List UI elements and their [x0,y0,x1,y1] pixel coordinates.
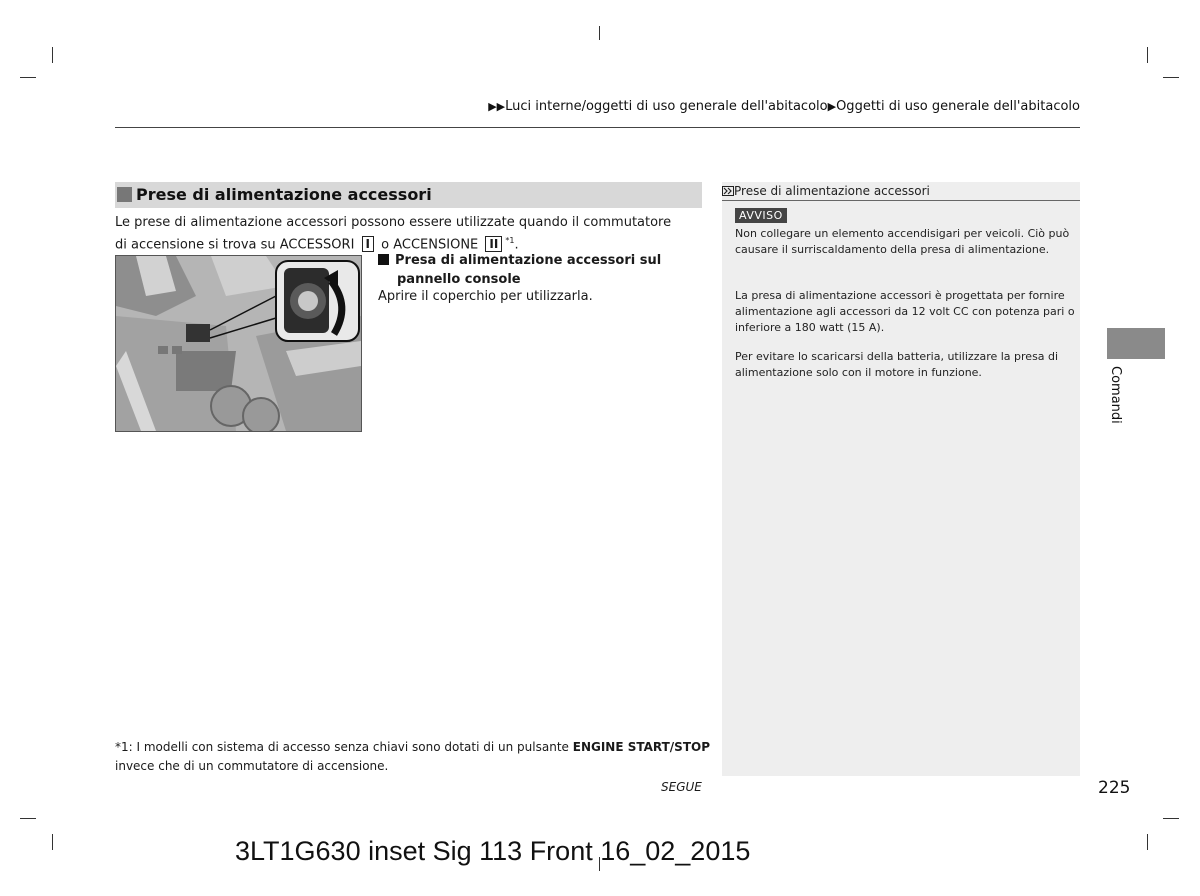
double-arrow-icon [722,186,734,196]
engine-start-stop-label: ENGINE START/STOP [572,740,710,754]
crop-mark [599,26,600,40]
footnote-ref[interactable]: *1 [505,236,515,245]
footnote [115,738,715,776]
sidebar-heading [722,184,930,198]
crop-mark [1163,818,1179,819]
key-accessori: I [362,236,374,252]
breadcrumb [488,99,1080,114]
page-number: 225 [1098,778,1131,798]
square-bullet-icon [117,187,132,202]
console-illustration-svg [116,256,361,431]
breadcrumb-level1[interactable]: Luci interne/oggetti di uso generale dell'abitacolo [505,99,828,114]
crop-mark [1147,834,1148,850]
square-bullet-icon [378,254,389,265]
chapter-tab [1107,328,1165,359]
sidebar-paragraph: Per evitare lo scaricarsi della batteria, utilizzare la presa di alimentazione solo con il motore in funzione. [735,350,1059,379]
crop-mark [52,834,53,850]
intro-text: . [514,237,519,253]
subsection-body: Aprire il coperchio per utilizzarla. [378,289,593,304]
footnote-text-end: invece che di un commutatore di accensione. [115,759,389,773]
intro-text: o ACCENSIONE [381,237,479,253]
continued-label: SEGUE [661,780,702,794]
triangle-right-icon: ▶▶ [488,100,506,113]
header-rule [115,127,1080,128]
crop-mark [20,818,36,819]
notice-badge: AVVISO [735,208,787,223]
sidebar-paragraph: La presa di alimentazione accessori è progettata per fornire alimentazione agli accessori da 12 volt CC con potenza pari o inferiore a 180 watt (15 A). [735,289,1075,334]
subsection-title-line2: pannello console [397,272,521,287]
sidebar-rule [722,200,1080,201]
subsection-title-line1: Presa di alimentazione accessori sul [395,253,662,268]
crop-mark [20,77,36,78]
chapter-tab-label: Comandi [1108,366,1123,424]
subsection-title [378,251,678,289]
console-power-socket-illustration [115,255,362,432]
breadcrumb-level2[interactable]: Oggetti di uso generale dell'abitacolo [836,99,1080,114]
section-title: Prese di alimentazione accessori [136,185,432,204]
sidebar-notes [722,182,1080,776]
crop-mark [52,47,53,63]
key-accensione: II [485,236,502,252]
section-intro [115,214,685,254]
footnote-text: *1: I modelli con sistema di accesso senza chiavi sono dotati di un pulsante [115,740,569,754]
sidebar-heading-text[interactable]: Prese di alimentazione accessori [734,184,930,198]
crop-mark [1163,77,1179,78]
crop-mark [1147,47,1148,63]
intro-text: Le prese di alimentazione accessori possono essere utilizzate quando il commutatore di accensione si trova su ACCESSORI [115,215,672,253]
section-header [115,182,702,208]
notice-text: Non collegare un elemento accendisigari per veicoli. Ciò può causare il surriscaldamento della presa di alimentazione. [735,227,1070,256]
print-slug: 3LT1G630 inset Sig 113 Front 16_02_2015 [235,836,751,866]
triangle-right-icon: ▶ [827,100,837,113]
